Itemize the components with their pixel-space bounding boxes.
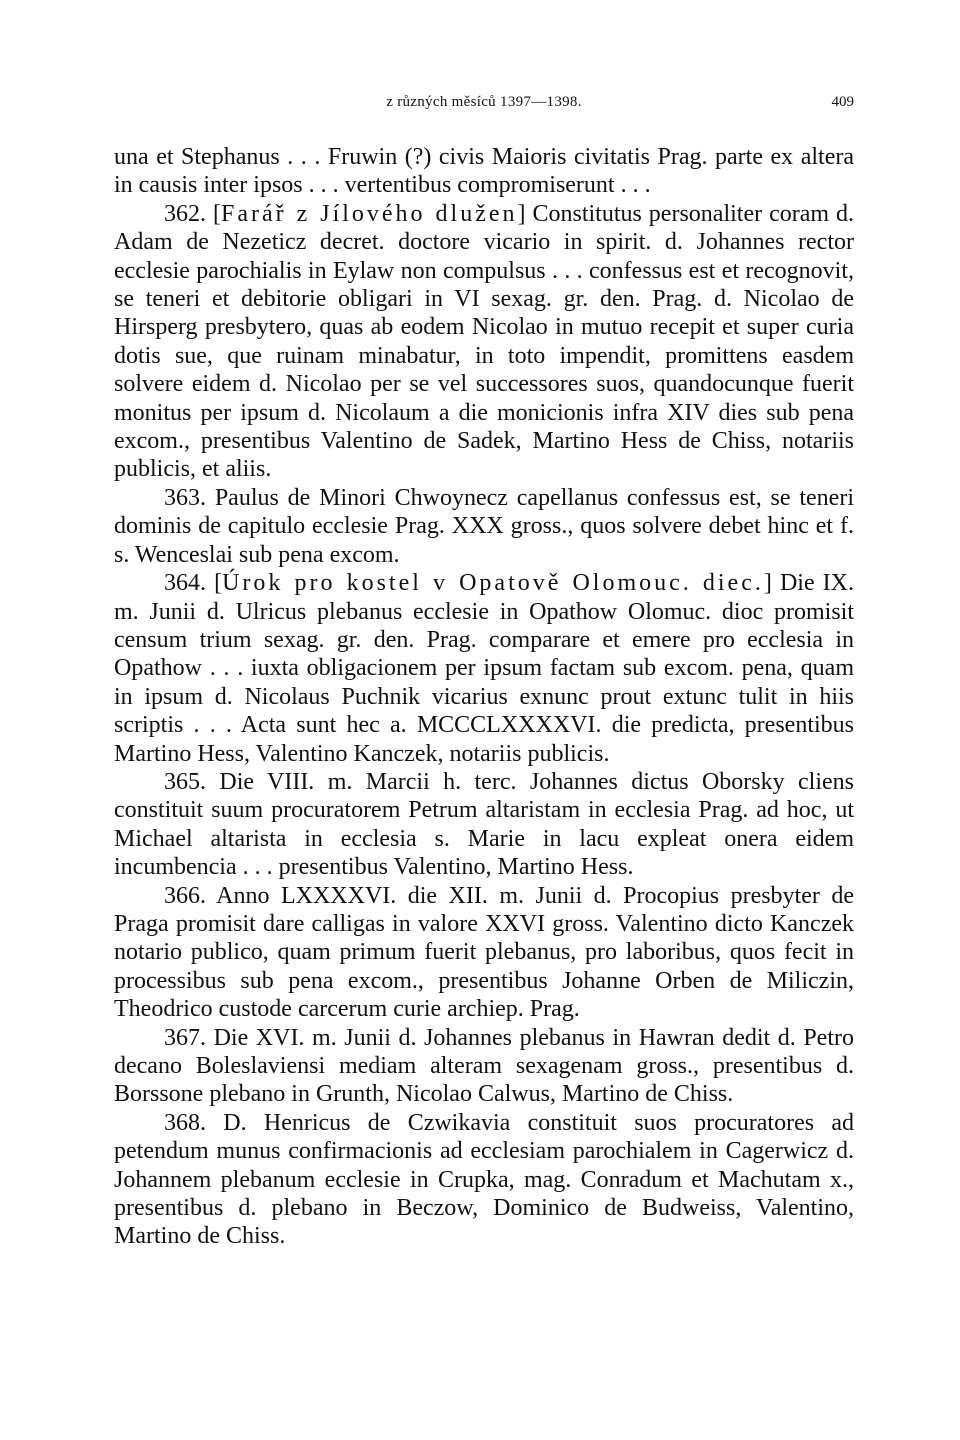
- entry-text: Anno LXXXXVI. die XII. m. Junii d. Procopius presbyter de Praga promisit dare calligas in valore XXVI gross. Valentino dicto Kanczek notario publico, quam primum fuerit plebanus, pro laboribus, quos fecit in processibus sub pena excom., presentibus Johanne Orben de Miliczin, Theodrico custode carcerum curie archiep. Prag.: [114, 882, 854, 1023]
- entry-363: [114, 484, 854, 569]
- entry-text: D. Henricus de Czwikavia constituit suos procuratores ad petendum munus confirmacionis ad ecclesiam parochialem in Cagerwicz d. Johannem plebanum ecclesie in Crupka, mag. Conradum et Machutam x., presentibus d. plebano in Beczow, Dominico de Budweiss, Valentino, Martino de Chiss.: [114, 1109, 854, 1250]
- running-title: z různých měsíců 1397—1398.: [386, 94, 582, 110]
- entry-368: [114, 1109, 854, 1251]
- entry-number: 365.: [164, 768, 206, 795]
- entry-366: [114, 882, 854, 1024]
- entry-number: 368.: [164, 1109, 206, 1136]
- entry-number: 364.: [164, 570, 206, 597]
- page-number: 409: [831, 94, 854, 110]
- entry-heading: Úrok pro kostel v Opatově Olomouc. diec.: [222, 570, 764, 597]
- entry-367: [114, 1024, 854, 1109]
- heading-open-bracket: [: [214, 570, 223, 597]
- heading-open-bracket: [: [212, 200, 221, 227]
- entry-text: Die IX. m. Junii d. Ulricus plebanus ecclesie in Opathow Olomuc. dioc promisit censum trium sexag. gr. den. Prag. comparare et emere pro ecclesia in Opathow . . . iuxta obligacionem per ipsum factam sub excom. pena, quam in ipsum d. Nicolaus Puchnik vicarius exnunc prout extunc tulit in hiis scriptis . . . Acta sunt hec a. MCCCLXXXXVI. die predicta, presentibus Martino Hess, Valentino Kanczek, notariis publicis.: [114, 570, 855, 767]
- entry-text: Die VIII. m. Marcii h. terc. Johannes dictus Oborsky cliens constituit suum procuratorem Petrum altaristam in ecclesia Prag. ad hoc, ut Michael altarista in ecclesia s. Marie in lacu expleat onera eidem incumbencia . . . presentibus Valentino, Martino Hess.: [114, 768, 854, 881]
- entry-heading: Farář z Jílového dlužen: [220, 200, 518, 227]
- entry-text: Constitutus personaliter coram d. Adam de Nezeticz decret. doctore vicario in spirit. d. Johannes rector ecclesie parochialis in Eylaw non compulsus . . . confessus est et recognovit, se teneri et debitorie obligari in VI sexag. gr. den. Prag. d. Nicolao de Hirsperg presbytero, quas ab eodem Nicolao in mutuo recepit et super curia dotis sue, que ruinam minabatur, in toto impendit, promittens easdem solvere eidem d. Nicolao per se vel successores suos, quandocunque fuerit monitus per ipsum d. Nicolaum a die monicionis infra XIV dies sub pena excom., presentibus Valentino de Sadek, Martino Hess de Chiss, notariis publicis, et aliis.: [114, 200, 855, 483]
- heading-close-bracket: ]: [517, 200, 526, 227]
- entry-number: 366.: [164, 882, 206, 909]
- running-head: [114, 94, 854, 116]
- entry-number: 367.: [164, 1024, 206, 1051]
- entry-number: 363.: [164, 484, 206, 511]
- entry-364: [114, 569, 854, 768]
- entry-365: [114, 768, 854, 882]
- body-text: [114, 143, 854, 1251]
- continuation-paragraph: una et Stephanus . . . Fruwin (?) civis Maioris civitatis Prag. parte ex altera in causis inter ipsos . . . vertentibus compromiserunt . . .: [114, 144, 854, 199]
- entry-text: Paulus de Minori Chwoynecz capellanus confessus est, se teneri dominis de capitulo ecclesie Prag. XXX gross., quos solvere debet hinc et f. s. Wenceslai sub pena excom.: [114, 484, 854, 568]
- entry-text: Die XVI. m. Junii d. Johannes plebanus in Hawran dedit d. Petro decano Boleslaviensi mediam alteram sexagenam gross., presentibus d. Borssone plebano in Grunth, Nicolao Calwus, Martino de Chiss.: [114, 1024, 854, 1108]
- entry-362: [114, 200, 854, 484]
- heading-close-bracket: ]: [763, 570, 772, 597]
- entry-number: 362.: [164, 200, 206, 227]
